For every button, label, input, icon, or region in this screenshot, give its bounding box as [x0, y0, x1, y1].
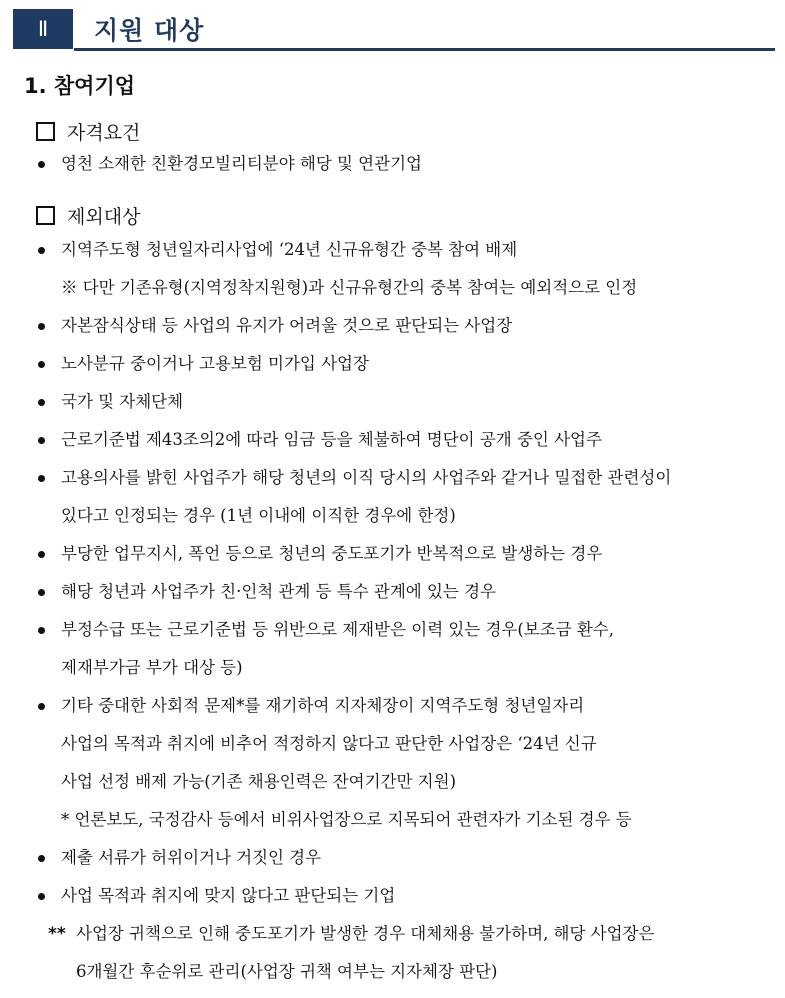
footnote-marker: ** — [48, 924, 66, 944]
bullet-icon — [38, 161, 45, 168]
bullet-icon — [38, 855, 45, 862]
section-header-title: 지원 대상 — [94, 16, 205, 45]
exclusion-label: 제외대상 — [67, 206, 141, 228]
list-item-continuation: 있다고 인정되는 경우 (1년 이내에 이직한 경우에 한정) — [61, 506, 456, 525]
list-item-continuation: 사업의 목적과 취지에 비추어 적정하지 않다고 판단한 사업장은 ‘24년 신규 — [61, 734, 597, 753]
square-box-icon — [36, 122, 55, 141]
bullet-icon — [38, 551, 45, 558]
bullet-icon — [38, 247, 45, 254]
footnote-line: 6개월간 후순위로 관리(사업장 귀책 여부는 지자체장 판단) — [76, 962, 498, 981]
section-header — [10, 7, 775, 52]
qualification-heading — [36, 118, 140, 145]
roman-numeral-badge: Ⅱ — [13, 9, 73, 49]
bullet-icon — [38, 703, 45, 710]
qualification-label: 자격요건 — [67, 122, 141, 144]
bullet-icon — [38, 399, 45, 406]
bullet-icon — [38, 361, 45, 368]
exclusion-heading — [36, 202, 140, 229]
subsection-title: 1. 참여기업 — [24, 74, 136, 98]
square-box-icon — [36, 206, 55, 225]
header-underline — [74, 48, 775, 51]
list-item-continuation: 제재부가금 부가 대상 등) — [61, 658, 243, 677]
bullet-icon — [38, 323, 45, 330]
bullet-icon — [38, 893, 45, 900]
bullet-icon — [38, 589, 45, 596]
exception-note: ※ 다만 기존유형(지역정착지원형)과 신규유형간의 중복 참여는 예외적으로 인정 — [61, 278, 638, 297]
bullet-icon — [38, 627, 45, 634]
bullet-icon — [38, 475, 45, 482]
asterisk-note: * 언론보도, 국정감사 등에서 비위사업장으로 지목되어 관련자가 기소된 경우 등 — [61, 810, 632, 829]
footnote-line: 사업장 귀책으로 인해 중도포기가 발생한 경우 대체채용 불가하며, 해당 사업장은 — [76, 924, 655, 943]
list-item-continuation: 사업 선정 배제 가능(기존 채용인력은 잔여기간만 지원) — [61, 772, 457, 791]
bullet-icon — [38, 437, 45, 444]
